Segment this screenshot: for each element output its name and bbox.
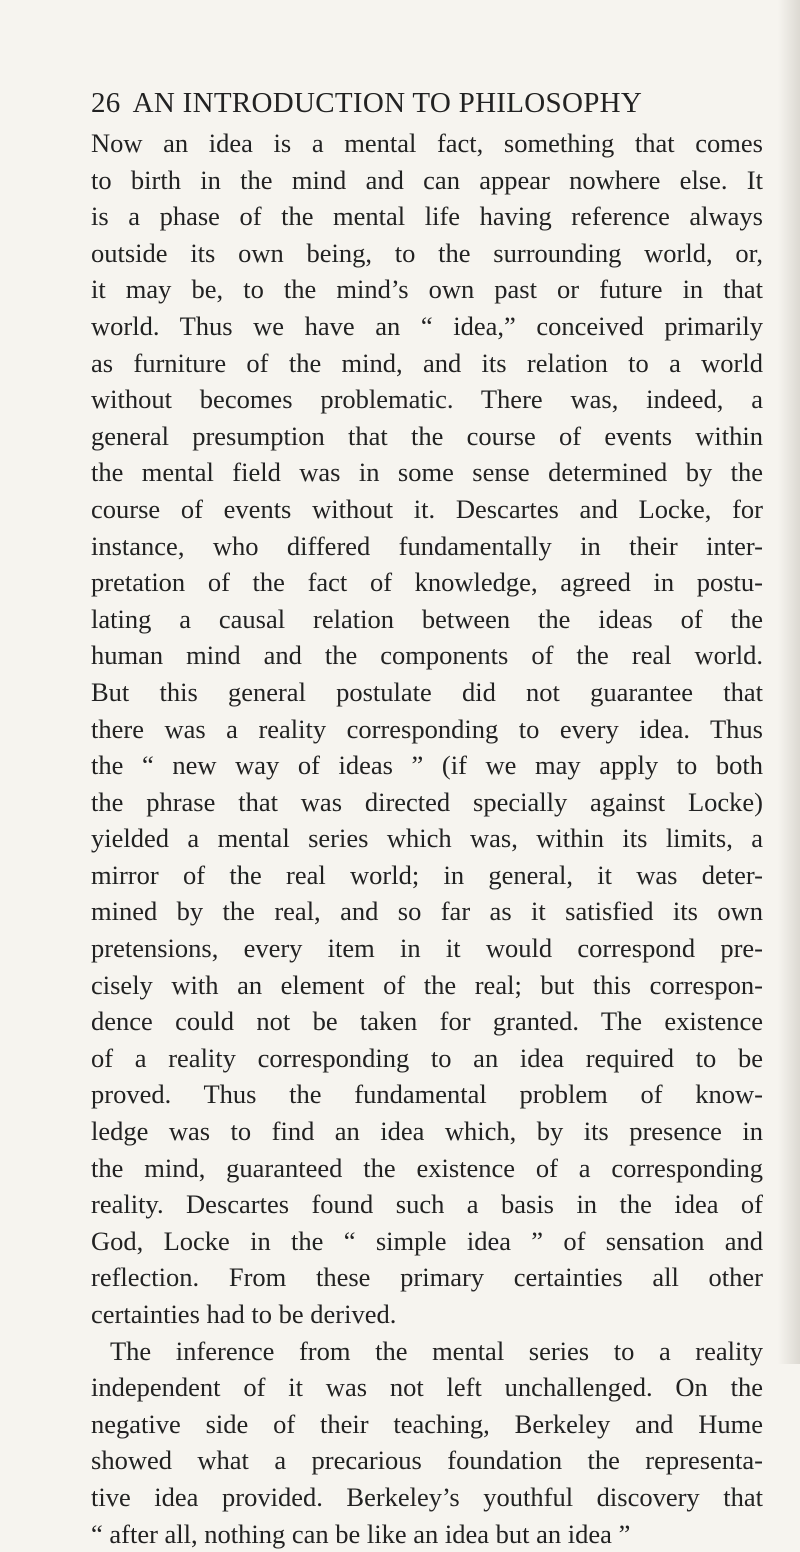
text-line: God, Locke in the “ simple idea ” of sensation and [91,1225,763,1256]
text-line: the phrase that was directed specially against Locke) [91,786,763,817]
text-line: lating a causal relation between the ideas of the [91,603,763,634]
text-line: tive idea provided. Berkeley’s youthful discovery that [91,1481,763,1512]
text-line: But this general postulate did not guarantee that [91,676,763,707]
text-line: general presumption that the course of events within [91,420,763,451]
text-line: certainties had to be derived. [91,1299,397,1329]
body-text [91,125,763,1552]
text-line: independent of it was not left unchallenged. On the [91,1372,763,1403]
text-line: cisely with an element of the real; but this correspon- [91,969,763,1000]
text-line: is a phase of the mental life having reference always [91,201,763,232]
text-line: ledge was to find an idea which, by its presence in [91,1116,763,1147]
text-line: pretation of the fact of knowledge, agreed in postu- [91,567,763,598]
book-page [91,85,763,1552]
text-line: mirror of the real world; in general, it was deter- [91,859,763,890]
text-line: instance, who differed fundamentally in their inter- [91,530,763,561]
text-line: it may be, to the mind’s own past or future in that [91,274,763,305]
text-line: pretensions, every item in it would correspond pre- [91,933,763,964]
text-line: to birth in the mind and can appear nowhere else. It [91,164,763,195]
text-line: reality. Descartes found such a basis in the idea of [91,1189,763,1220]
text-line: proved. Thus the fundamental problem of know- [91,1079,763,1110]
text-line: of a reality corresponding to an idea required to be [91,1042,763,1073]
running-header [91,85,763,121]
text-line: world. Thus we have an “ idea,” conceived primarily [91,310,763,341]
text-line: yielded a mental series which was, within its limits, a [91,823,763,854]
paragraph [91,125,763,1333]
text-line: outside its own being, to the surrounding world, or, [91,237,763,268]
text-line: as furniture of the mind, and its relation to a world [91,347,763,378]
page-number: 26 [91,87,121,119]
text-line: mined by the real, and so far as it satisfied its own [91,896,763,927]
text-line: Now an idea is a mental fact, something that comes [91,128,763,158]
text-line: “ after all, nothing can be like an idea but an idea ” [91,1518,631,1549]
text-line: showed what a precarious foundation the representa- [91,1445,763,1476]
text-line: course of events without it. Descartes and Locke, for [91,493,763,524]
running-title: AN INTRODUCTION TO PHILOSOPHY [132,87,643,119]
text-line: human mind and the components of the real world. [91,640,763,671]
text-line: negative side of their teaching, Berkeley and Hume [91,1408,763,1439]
text-line: dence could not be taken for granted. The existence [91,1006,763,1037]
text-line: the “ new way of ideas ” (if we may apply to both [91,750,763,781]
text-line: the mind, guaranteed the existence of a corresponding [91,1152,763,1183]
text-line: The inference from the mental series to a reality [110,1335,763,1366]
page-edge-shadow [778,0,800,1364]
text-line: reflection. From these primary certainties all other [91,1262,763,1293]
paragraph [91,1333,763,1552]
text-line: the mental field was in some sense determined by the [91,457,763,488]
text-line: there was a reality corresponding to every idea. Thus [91,713,763,744]
text-line: without becomes problematic. There was, indeed, a [91,384,763,415]
